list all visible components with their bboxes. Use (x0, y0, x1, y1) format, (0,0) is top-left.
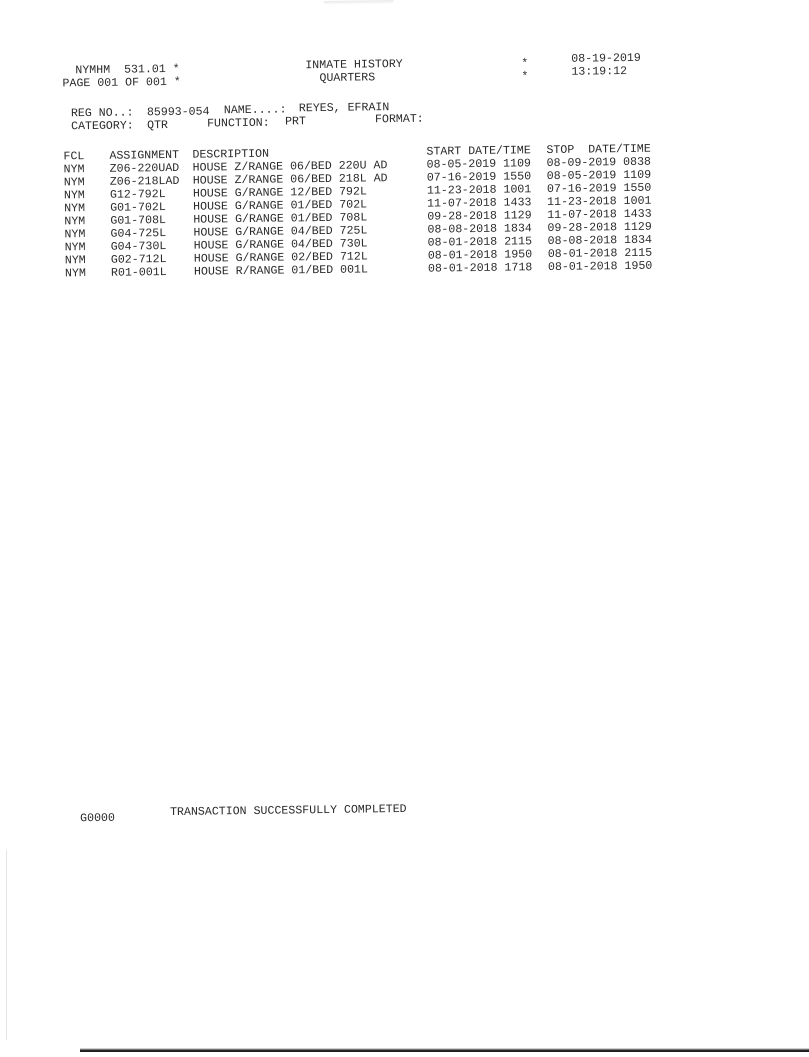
function-label: FUNCTION: (206, 116, 270, 131)
status-message: TRANSACTION SUCCESSFULLY COMPLETED (169, 802, 407, 820)
inmate-name: REYES, EFRAIN (298, 101, 390, 116)
cell-start: 08-01-2018 2115 (427, 235, 533, 250)
cell-assignment: Z06-220UAD (109, 161, 180, 176)
cell-fcl: NYM (64, 202, 86, 216)
cell-fcl: NYM (63, 176, 85, 190)
cell-stop: 08-08-2018 1834 (547, 233, 653, 249)
cell-stop: 08-05-2019 1109 (546, 168, 652, 184)
cell-stop: 08-09-2019 0838 (546, 155, 652, 171)
column-assignment: ASSIGNMENT (109, 148, 180, 163)
cell-assignment: G12-792L (109, 188, 166, 202)
cell-fcl: NYM (64, 215, 86, 229)
cell-start: 08-08-2018 1834 (427, 222, 532, 237)
cell-start: 07-16-2019 1550 (426, 170, 532, 185)
report-title: INMATE HISTORY (305, 57, 403, 73)
cell-assignment: G01-702L (110, 201, 166, 215)
cell-description: HOUSE Z/RANGE 06/BED 220U AD (192, 159, 388, 175)
cell-stop: 08-01-2018 2115 (547, 246, 653, 262)
cell-description: HOUSE G/RANGE 04/BED 730L (193, 237, 368, 253)
system-id: NYMHM 531.01 * (75, 62, 180, 78)
cell-assignment: R01-001L (110, 266, 167, 280)
cell-stop: 11-07-2018 1433 (547, 207, 652, 223)
column-start: START DATE/TIME (426, 144, 531, 159)
cell-stop: 09-28-2018 1129 (547, 220, 652, 236)
cell-fcl: NYM (64, 241, 86, 255)
cell-fcl: NYM (63, 163, 85, 177)
header-star-2: * (521, 70, 529, 84)
cell-description: HOUSE G/RANGE 12/BED 792L (192, 185, 367, 201)
scan-artifact-top (323, 0, 393, 5)
cell-assignment: G01-708L (110, 214, 167, 228)
cell-stop: 08-01-2018 1950 (547, 259, 653, 275)
cell-description: HOUSE Z/RANGE 06/BED 218L AD (192, 172, 388, 188)
cell-description: HOUSE G/RANGE 01/BED 702L (193, 198, 368, 214)
cell-start: 08-05-2019 1109 (426, 157, 532, 172)
column-description: DESCRIPTION (192, 147, 270, 162)
scan-artifact-left (6, 850, 7, 1040)
print-time: 13:19:12 (571, 64, 628, 79)
cell-fcl: NYM (63, 189, 85, 203)
scan-artifact-bottom (80, 1048, 809, 1052)
cell-start: 08-01-2018 1950 (427, 248, 533, 263)
reg-label: REG NO..: (70, 106, 134, 121)
print-date: 08-19-2019 (571, 51, 641, 66)
category-value: QTR (146, 119, 169, 133)
cell-start: 09-28-2018 1129 (427, 209, 532, 224)
cell-assignment: G04-730L (110, 240, 167, 254)
cell-fcl: NYM (64, 254, 86, 268)
cell-fcl: NYM (64, 228, 86, 242)
cell-assignment: Z06-218LAD (109, 174, 180, 189)
format-label: FORMAT: (374, 112, 424, 127)
cell-stop: 07-16-2019 1550 (546, 181, 652, 197)
name-label: NAME....: (223, 103, 287, 118)
column-fcl: FCL (63, 150, 85, 164)
cell-start: 11-23-2018 1001 (426, 183, 532, 198)
cell-stop: 11-23-2018 1001 (547, 194, 652, 210)
header-star-1: * (521, 57, 529, 71)
cell-description: HOUSE G/RANGE 01/BED 708L (193, 211, 368, 227)
cell-description: HOUSE G/RANGE 04/BED 725L (193, 224, 368, 240)
page-info: PAGE 001 OF 001 * (62, 75, 181, 91)
reg-number: 85993-054 (146, 105, 210, 120)
cell-start: 08-01-2018 1718 (427, 261, 533, 276)
cell-assignment: G04-725L (110, 227, 167, 241)
cell-start: 11-07-2018 1433 (427, 196, 532, 211)
cell-description: HOUSE R/RANGE 01/BED 001L (193, 263, 369, 279)
column-stop: STOP DATE/TIME (546, 142, 651, 158)
cell-assignment: G02-712L (110, 253, 167, 267)
category-label: CATEGORY: (71, 119, 134, 134)
cell-description: HOUSE G/RANGE 02/BED 712L (193, 250, 368, 266)
status-code: G0000 (80, 811, 116, 826)
function-value: PRT (284, 115, 307, 129)
report-subtitle: QUARTERS (319, 71, 376, 86)
cell-fcl: NYM (64, 267, 86, 281)
